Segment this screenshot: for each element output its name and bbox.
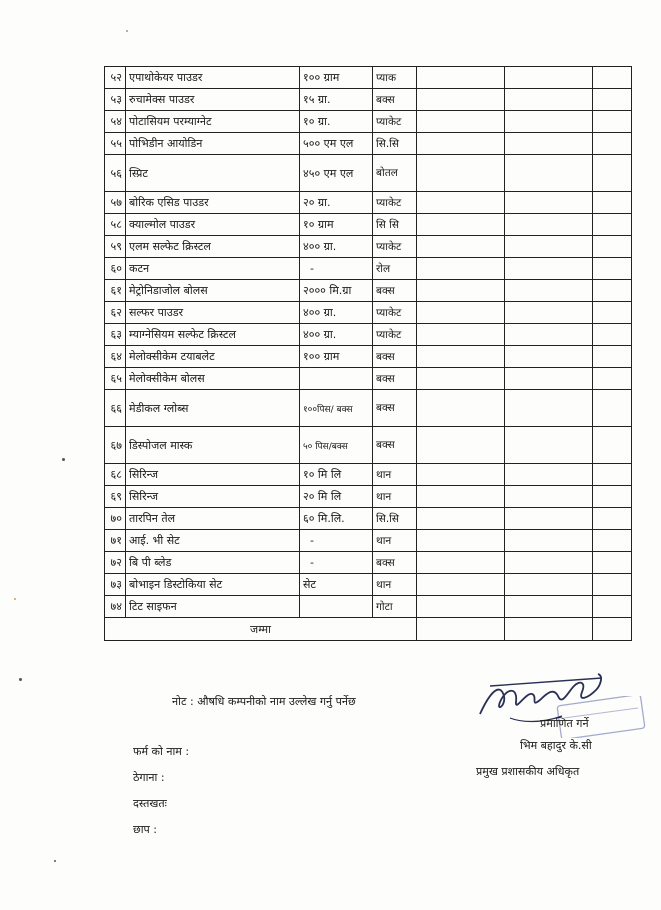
unit-cell: प्याकेट xyxy=(373,111,417,133)
quantity-cell: सेट xyxy=(300,574,373,596)
empty-cell xyxy=(505,427,593,464)
quantity-cell: २००० मि.ग्रा xyxy=(300,280,373,302)
item-name-cell: सल्फर पाउडर xyxy=(126,302,300,324)
total-cell xyxy=(417,618,505,641)
serial-number-cell: ६९ xyxy=(105,486,126,508)
firm-name-label: फर्म को नाम : xyxy=(133,745,190,758)
quantity-cell: ४५० एम एल xyxy=(300,155,373,192)
unit-cell: बक्स xyxy=(373,280,417,302)
serial-number-cell: ६५ xyxy=(105,368,126,390)
unit-cell: बक्स xyxy=(373,368,417,390)
unit-cell: प्याक xyxy=(373,67,417,89)
item-name-cell: डिस्पोजल मास्क xyxy=(126,427,300,464)
serial-number-cell: ६२ xyxy=(105,302,126,324)
item-name-cell: बोभाइन डिस्टोकिया सेट xyxy=(126,574,300,596)
item-name-cell: एपाथोकेयर पाउडर xyxy=(126,67,300,89)
serial-number-cell: ६८ xyxy=(105,464,126,486)
unit-cell: प्याकेट xyxy=(373,236,417,258)
quantity-cell: ४०० ग्रा. xyxy=(300,324,373,346)
scan-speck xyxy=(126,30,128,32)
table-row xyxy=(105,508,632,530)
empty-cell xyxy=(417,302,505,324)
quantity-cell: ४०० ग्रा. xyxy=(300,236,373,258)
item-name-cell: सिरिन्ज xyxy=(126,486,300,508)
serial-number-cell: ६३ xyxy=(105,324,126,346)
items-table xyxy=(104,66,632,641)
empty-cell xyxy=(593,214,632,236)
empty-cell xyxy=(417,192,505,214)
signature-label: दस्तखतः xyxy=(133,797,167,810)
empty-cell xyxy=(417,508,505,530)
empty-cell xyxy=(505,486,593,508)
serial-number-cell: ७० xyxy=(105,508,126,530)
table-row xyxy=(105,324,632,346)
empty-cell xyxy=(417,67,505,89)
serial-number-cell: ६१ xyxy=(105,280,126,302)
quantity-cell: १० ग्राम xyxy=(300,214,373,236)
empty-cell xyxy=(417,552,505,574)
item-name-cell: एलम सल्फेट क्रिस्टल xyxy=(126,236,300,258)
total-label: जम्मा xyxy=(105,618,417,641)
empty-cell xyxy=(505,574,593,596)
unit-cell: रोल xyxy=(373,258,417,280)
empty-cell xyxy=(505,508,593,530)
signatory-name: भिम बहादुर के.सी xyxy=(520,739,592,752)
scan-speck xyxy=(62,458,65,461)
empty-cell xyxy=(417,258,505,280)
scan-speck xyxy=(14,598,16,600)
empty-cell xyxy=(505,192,593,214)
serial-number-cell: ६४ xyxy=(105,346,126,368)
empty-cell xyxy=(593,258,632,280)
empty-cell xyxy=(505,280,593,302)
table-row xyxy=(105,111,632,133)
empty-cell xyxy=(593,302,632,324)
quantity-cell: - xyxy=(300,552,373,574)
empty-cell xyxy=(417,574,505,596)
quantity-cell: - xyxy=(300,258,373,280)
empty-cell xyxy=(593,427,632,464)
table-row xyxy=(105,155,632,192)
serial-number-cell: ५३ xyxy=(105,89,126,111)
empty-cell xyxy=(417,486,505,508)
table-row xyxy=(105,236,632,258)
unit-cell: बक्स xyxy=(373,427,417,464)
table-row xyxy=(105,214,632,236)
empty-cell xyxy=(593,464,632,486)
serial-number-cell: ७१ xyxy=(105,530,126,552)
empty-cell xyxy=(505,67,593,89)
table-row xyxy=(105,552,632,574)
empty-cell xyxy=(593,89,632,111)
empty-cell xyxy=(505,111,593,133)
empty-cell xyxy=(417,155,505,192)
empty-cell xyxy=(593,111,632,133)
unit-cell: बक्स xyxy=(373,346,417,368)
unit-cell: थान xyxy=(373,530,417,552)
total-cell xyxy=(505,618,593,641)
empty-cell xyxy=(417,464,505,486)
items-table-body xyxy=(105,67,632,618)
item-name-cell: तारपिन तेल xyxy=(126,508,300,530)
empty-cell xyxy=(505,346,593,368)
item-name-cell: टिट साइफन xyxy=(126,596,300,618)
item-name-cell: स्प्रिट xyxy=(126,155,300,192)
quantity-cell: १० ग्रा. xyxy=(300,111,373,133)
item-name-cell: रुचामेक्स पाउडर xyxy=(126,89,300,111)
table-row xyxy=(105,486,632,508)
table-row xyxy=(105,390,632,427)
quantity-cell: ६० मि.लि. xyxy=(300,508,373,530)
empty-cell xyxy=(505,324,593,346)
empty-cell xyxy=(593,508,632,530)
quantity-cell: २० मि लि xyxy=(300,486,373,508)
address-label: ठेगाना : xyxy=(133,771,165,784)
empty-cell xyxy=(593,368,632,390)
empty-cell xyxy=(593,596,632,618)
table-row xyxy=(105,427,632,464)
empty-cell xyxy=(505,530,593,552)
item-name-cell: मेट्रोनिडाजोल बोलस xyxy=(126,280,300,302)
empty-cell xyxy=(417,346,505,368)
empty-cell xyxy=(593,486,632,508)
item-name-cell: क्याल्मोल पाउडर xyxy=(126,214,300,236)
unit-cell: बक्स xyxy=(373,390,417,427)
table-row xyxy=(105,258,632,280)
serial-number-cell: ५६ xyxy=(105,155,126,192)
empty-cell xyxy=(417,133,505,155)
empty-cell xyxy=(593,574,632,596)
quantity-cell xyxy=(300,368,373,390)
empty-cell xyxy=(505,155,593,192)
scan-speck xyxy=(54,860,56,862)
quantity-cell: १०० ग्राम xyxy=(300,346,373,368)
empty-cell xyxy=(417,280,505,302)
empty-cell xyxy=(593,324,632,346)
empty-cell xyxy=(593,67,632,89)
empty-cell xyxy=(505,258,593,280)
table-row xyxy=(105,346,632,368)
serial-number-cell: ५२ xyxy=(105,67,126,89)
item-name-cell: मेडीकल ग्लोब्स xyxy=(126,390,300,427)
item-name-cell: बोरिक एसिड पाउडर xyxy=(126,192,300,214)
quantity-cell: १५ ग्रा. xyxy=(300,89,373,111)
serial-number-cell: ६६ xyxy=(105,390,126,427)
unit-cell: बक्स xyxy=(373,552,417,574)
empty-cell xyxy=(593,280,632,302)
empty-cell xyxy=(417,214,505,236)
quantity-cell: ५०० एम एल xyxy=(300,133,373,155)
empty-cell xyxy=(417,111,505,133)
certified-by-label: प्रमाणित गर्ने xyxy=(540,717,589,730)
table-row xyxy=(105,302,632,324)
serial-number-cell: ७४ xyxy=(105,596,126,618)
unit-cell: प्याकेट xyxy=(373,192,417,214)
serial-number-cell: ५८ xyxy=(105,214,126,236)
table-row xyxy=(105,133,632,155)
empty-cell xyxy=(593,530,632,552)
empty-cell xyxy=(417,530,505,552)
empty-cell xyxy=(417,368,505,390)
serial-number-cell: ७२ xyxy=(105,552,126,574)
empty-cell xyxy=(593,390,632,427)
serial-number-cell: ६० xyxy=(105,258,126,280)
empty-cell xyxy=(593,236,632,258)
empty-cell xyxy=(417,390,505,427)
item-name-cell: मेलोक्सीकेम बोलस xyxy=(126,368,300,390)
unit-cell: सि.सि xyxy=(373,133,417,155)
empty-cell xyxy=(593,133,632,155)
table-row xyxy=(105,596,632,618)
quantity-cell: १०० ग्राम xyxy=(300,67,373,89)
serial-number-cell: ५७ xyxy=(105,192,126,214)
unit-cell: थान xyxy=(373,464,417,486)
seal-label: छाप : xyxy=(133,823,158,836)
total-row xyxy=(105,618,632,641)
item-name-cell: म्याग्नेसियम सल्फेट क्रिस्टल xyxy=(126,324,300,346)
item-name-cell: पोटासियम परम्याग्नेट xyxy=(126,111,300,133)
empty-cell xyxy=(593,192,632,214)
empty-cell xyxy=(505,390,593,427)
empty-cell xyxy=(593,552,632,574)
empty-cell xyxy=(505,236,593,258)
unit-cell: गोटा xyxy=(373,596,417,618)
table-row xyxy=(105,67,632,89)
empty-cell xyxy=(417,427,505,464)
quantity-cell: - xyxy=(300,530,373,552)
empty-cell xyxy=(505,368,593,390)
empty-cell xyxy=(417,596,505,618)
unit-cell: बक्स xyxy=(373,89,417,111)
table-row xyxy=(105,368,632,390)
serial-number-cell: ५४ xyxy=(105,111,126,133)
item-name-cell: मेलोक्सीकेम टयाबलेट xyxy=(126,346,300,368)
item-name-cell: आई. भी सेट xyxy=(126,530,300,552)
unit-cell: बोतल xyxy=(373,155,417,192)
empty-cell xyxy=(505,302,593,324)
quantity-cell xyxy=(300,596,373,618)
serial-number-cell: ६७ xyxy=(105,427,126,464)
empty-cell xyxy=(593,155,632,192)
item-name-cell: सिरिन्ज xyxy=(126,464,300,486)
serial-number-cell: ५५ xyxy=(105,133,126,155)
empty-cell xyxy=(417,89,505,111)
empty-cell xyxy=(417,324,505,346)
empty-cell xyxy=(505,214,593,236)
unit-cell: थान xyxy=(373,486,417,508)
empty-cell xyxy=(505,133,593,155)
unit-cell: थान xyxy=(373,574,417,596)
quantity-cell: ४०० ग्रा. xyxy=(300,302,373,324)
item-name-cell: पोभिडीन आयोडिन xyxy=(126,133,300,155)
unit-cell: सि.सि xyxy=(373,508,417,530)
table-row xyxy=(105,574,632,596)
table-row xyxy=(105,89,632,111)
quantity-cell: २० ग्रा. xyxy=(300,192,373,214)
scan-speck xyxy=(19,678,22,681)
total-cell xyxy=(593,618,632,641)
table-row xyxy=(105,280,632,302)
empty-cell xyxy=(593,346,632,368)
empty-cell xyxy=(417,236,505,258)
serial-number-cell: ५९ xyxy=(105,236,126,258)
table-row xyxy=(105,530,632,552)
item-name-cell: बि पी ब्लेड xyxy=(126,552,300,574)
serial-number-cell: ७३ xyxy=(105,574,126,596)
quantity-cell: १० मि लि xyxy=(300,464,373,486)
quantity-cell: १००पिस/ बक्स xyxy=(300,390,373,427)
item-name-cell: कटन xyxy=(126,258,300,280)
empty-cell xyxy=(505,89,593,111)
empty-cell xyxy=(505,596,593,618)
note-text: नोट : औषधि कम्पनीको नाम उल्लेख गर्नु पर्नेछ xyxy=(172,695,356,708)
quantity-cell: ५० पिस/बक्स xyxy=(300,427,373,464)
table-row xyxy=(105,464,632,486)
signatory-title: प्रमुख प्रशासकीय अधिकृत xyxy=(476,765,580,778)
unit-cell: प्याकेट xyxy=(373,324,417,346)
empty-cell xyxy=(505,464,593,486)
unit-cell: प्याकेट xyxy=(373,302,417,324)
empty-cell xyxy=(505,552,593,574)
unit-cell: सि सि xyxy=(373,214,417,236)
table-row xyxy=(105,192,632,214)
